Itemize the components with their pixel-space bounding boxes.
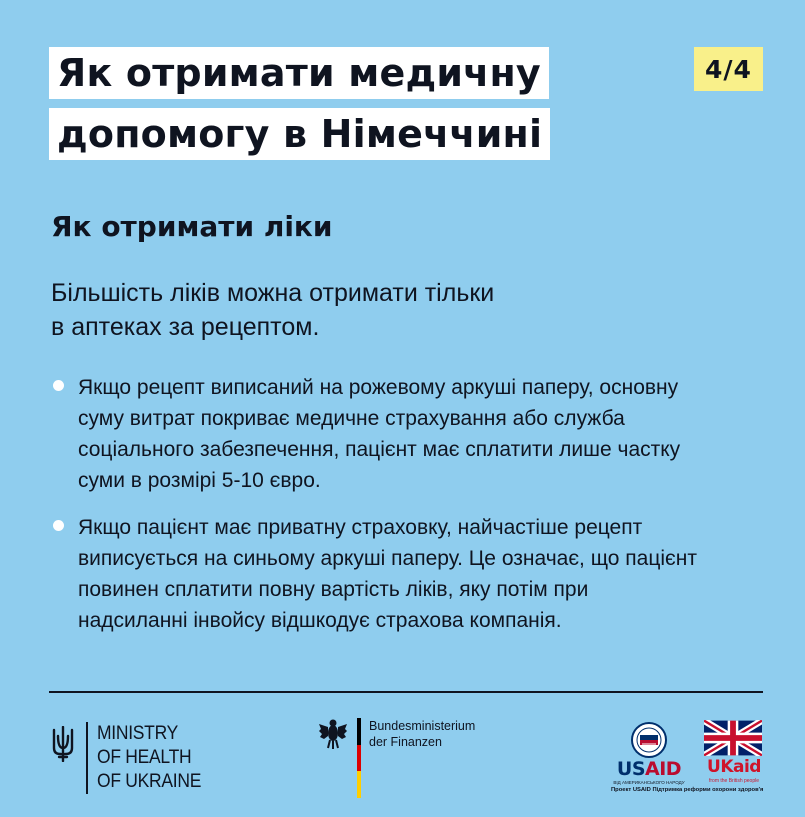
bullet-item-pink-prescription: [51, 372, 731, 496]
federal-eagle-icon: [318, 718, 348, 750]
bullet-2-line-4: надсиланні інвойсу відшкодує страхова компанія.: [78, 609, 562, 632]
lead-paragraph: [51, 276, 751, 344]
bmf-name-line-1: Bundesministerium: [369, 719, 476, 733]
bullet-list: [51, 372, 731, 652]
bullet-2-line-1: Якщо пацієнт має приватну страховку, найчастіше рецепт: [78, 516, 643, 539]
ministry-name-line-2: OF HEALTH: [97, 747, 192, 768]
ukaid-wordmark-uk: UK: [707, 757, 733, 777]
tryzub-icon: [50, 726, 76, 762]
bmf-name-line-2: der Finanzen: [369, 735, 442, 749]
usaid-seal-icon: [631, 722, 667, 758]
bullet-1-line-1: Якщо рецепт виписаний на рожевому аркуші паперу, основну: [78, 376, 679, 399]
project-note: Проект USAID Підтримка реформи охорони здоров'я: [611, 787, 764, 793]
bullet-2-line-3: повинен сплатити повну вартість ліків, яку потім при: [78, 578, 589, 601]
usaid-wordmark: [608, 758, 690, 780]
usaid-tagline: ВІД АМЕРИКАНСЬКОГО НАРОДУ: [613, 780, 685, 785]
section-heading: Як отримати ліки: [51, 210, 333, 243]
ukaid-tagline: from the British people: [708, 778, 760, 784]
page-title-line-1: Як отримати медичну: [49, 47, 549, 99]
ukaid-wordmark: [704, 756, 764, 778]
page-title-line-2: допомогу в Німеччині: [49, 108, 550, 160]
bullet-dot-icon: [53, 520, 64, 531]
ministry-of-health-logo: [50, 722, 210, 794]
lead-line-2: в аптеках за рецептом.: [51, 313, 320, 341]
usaid-wordmark-us: US: [616, 758, 646, 780]
ministry-name-line-3: OF UKRAINE: [97, 771, 202, 792]
usaid-logo: [608, 722, 690, 786]
lead-line-1: Більшість ліків можна отримати тільки: [51, 279, 495, 307]
bullet-item-blue-prescription: [51, 512, 731, 636]
bullet-1-line-2: суму витрат покриває медичне страхування або служба: [78, 407, 625, 430]
ministry-name-line-1: MINISTRY: [97, 723, 179, 744]
page-indicator-badge: 4/4: [694, 47, 763, 91]
ukaid-wordmark-aid: aid: [733, 757, 761, 777]
bullet-1-line-4: суми в розмірі 5-10 євро.: [78, 469, 321, 492]
ministry-logo-separator: [86, 722, 88, 794]
bullet-2-line-2: виписується на синьому аркуші паперу. Це означає, що пацієнт: [78, 547, 697, 570]
footer-divider: [49, 691, 763, 693]
bullet-dot-icon: [53, 380, 64, 391]
german-flag-bar: [357, 718, 361, 798]
usaid-wordmark-aid: AID: [645, 758, 682, 780]
bundesministerium-finanzen-logo: [318, 718, 475, 798]
ministry-name: [97, 722, 201, 794]
bullet-1-line-3: соціального забезпечення, пацієнт має сплатити лише частку: [78, 438, 681, 461]
union-jack-icon: [704, 720, 762, 756]
bmf-name: [369, 718, 475, 750]
ukaid-logo: [704, 720, 764, 784]
